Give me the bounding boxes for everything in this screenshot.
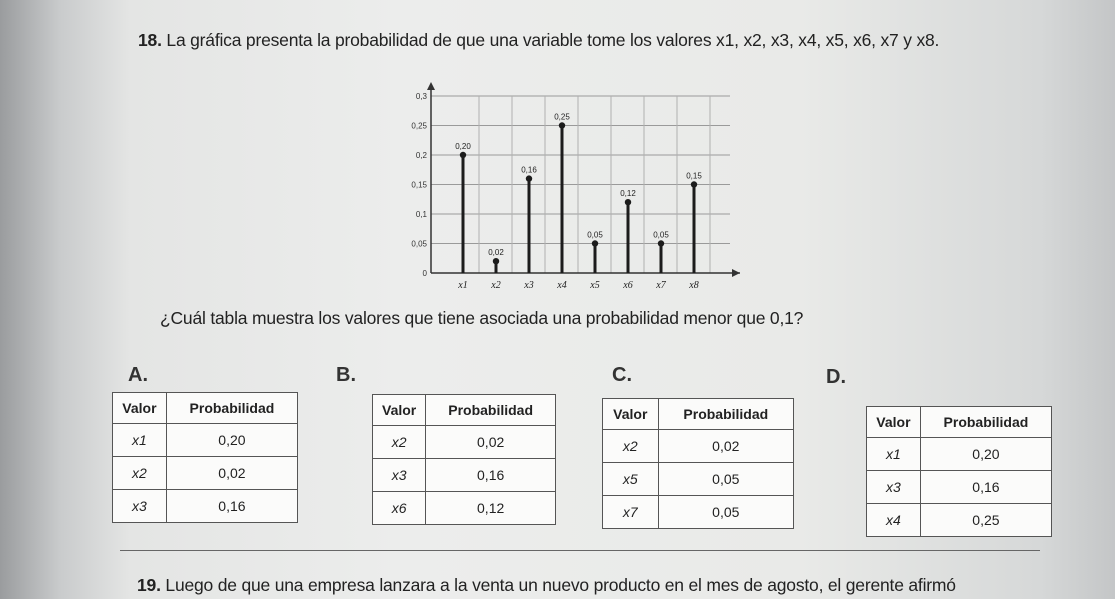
data-label: 0,20 xyxy=(455,142,471,151)
section-divider xyxy=(120,550,1040,551)
header-valor: Valor xyxy=(113,393,167,424)
cell-valor: x6 xyxy=(373,492,426,525)
y-tick-label: 0,05 xyxy=(411,239,427,249)
data-label: 0,02 xyxy=(488,248,504,258)
option-d-table[interactable] xyxy=(866,406,1052,537)
table-header-row xyxy=(373,395,556,426)
option-a-letter[interactable]: A. xyxy=(128,364,148,386)
question-19 xyxy=(137,575,956,596)
cell-probabilidad: 0,20 xyxy=(920,438,1051,471)
option-c-letter[interactable]: C. xyxy=(612,364,632,386)
data-label: 0,16 xyxy=(521,165,537,175)
data-point xyxy=(658,240,664,246)
table-row xyxy=(867,471,1052,504)
cell-valor: x4 xyxy=(867,504,921,537)
option-b-letter[interactable]: B. xyxy=(336,364,356,386)
data-label: 0,25 xyxy=(554,112,570,122)
header-valor: Valor xyxy=(603,399,659,430)
cell-valor: x7 xyxy=(603,496,659,529)
header-probabilidad: Probabilidad xyxy=(426,395,556,426)
cell-probabilidad: 0,12 xyxy=(426,492,556,525)
question-prompt: ¿Cuál tabla muestra los valores que tiene asociada una probabilidad menor que 0,1? xyxy=(160,308,804,328)
data-point xyxy=(592,240,598,246)
cell-probabilidad: 0,02 xyxy=(426,426,556,459)
probability-chart xyxy=(395,78,745,303)
table-row xyxy=(603,430,794,463)
question-19-number: 19. xyxy=(137,575,161,595)
cell-valor: x3 xyxy=(867,471,921,504)
cell-valor: x1 xyxy=(113,424,167,457)
table-row xyxy=(113,490,298,523)
cell-probabilidad: 0,20 xyxy=(166,424,297,457)
table-header-row xyxy=(113,393,298,424)
cell-probabilidad: 0,05 xyxy=(658,463,793,496)
x-tick-label: x4 xyxy=(557,280,567,291)
table-header-row xyxy=(867,407,1052,438)
y-tick-label: 0,15 xyxy=(411,180,427,190)
table-row xyxy=(603,463,794,496)
x-tick-label: x8 xyxy=(689,280,699,291)
y-tick-label: 0 xyxy=(422,269,427,278)
cell-probabilidad: 0,02 xyxy=(166,457,297,490)
cell-valor: x2 xyxy=(373,426,426,459)
header-valor: Valor xyxy=(373,395,426,426)
x-tick-label: x1 xyxy=(458,280,468,291)
header-probabilidad: Probabilidad xyxy=(658,399,793,430)
option-d-letter[interactable]: D. xyxy=(826,366,846,388)
table-row xyxy=(373,492,556,525)
data-point xyxy=(526,175,532,181)
data-point xyxy=(559,122,565,128)
question-18-text: La gráfica presenta la probabilidad de que una variable tome los valores x1, x2, x3, x4, x5, x6, x7 y x8. xyxy=(166,30,940,50)
question-18-number: 18. xyxy=(138,30,162,50)
cell-valor: x2 xyxy=(603,430,659,463)
x-axis-arrow xyxy=(732,269,740,277)
y-tick-label: 0,2 xyxy=(415,151,427,160)
data-label: 0,05 xyxy=(587,230,603,240)
table-row xyxy=(373,459,556,492)
cell-probabilidad: 0,25 xyxy=(920,504,1051,537)
data-label: 0,05 xyxy=(653,230,669,240)
data-point xyxy=(691,181,697,187)
table-row xyxy=(113,457,298,490)
y-tick-label: 0,25 xyxy=(411,121,427,131)
data-point xyxy=(625,199,631,205)
option-b-table[interactable] xyxy=(372,394,556,525)
table-header-row xyxy=(603,399,794,430)
option-c-table[interactable] xyxy=(602,398,794,529)
header-probabilidad: Probabilidad xyxy=(920,407,1051,438)
cell-probabilidad: 0,16 xyxy=(166,490,297,523)
cell-valor: x3 xyxy=(373,459,426,492)
data-label: 0,15 xyxy=(686,171,702,181)
x-tick-label: x6 xyxy=(623,280,633,291)
cell-probabilidad: 0,05 xyxy=(658,496,793,529)
cell-probabilidad: 0,16 xyxy=(426,459,556,492)
cell-probabilidad: 0,02 xyxy=(658,430,793,463)
cell-valor: x3 xyxy=(113,490,167,523)
table-row xyxy=(603,496,794,529)
y-tick-label: 0,1 xyxy=(415,210,427,219)
y-axis-arrow xyxy=(427,82,435,90)
y-tick-label: 0,3 xyxy=(415,92,427,101)
header-valor: Valor xyxy=(867,407,921,438)
table-row xyxy=(867,438,1052,471)
table-row xyxy=(373,426,556,459)
cell-valor: x1 xyxy=(867,438,921,471)
option-a-table[interactable] xyxy=(112,392,298,523)
data-point xyxy=(460,152,466,158)
question-18 xyxy=(138,30,939,51)
data-label: 0,12 xyxy=(620,189,636,199)
x-tick-label: x3 xyxy=(524,280,534,291)
table-row xyxy=(867,504,1052,537)
x-tick-label: x5 xyxy=(590,280,600,291)
x-tick-label: x7 xyxy=(656,280,666,291)
table-row xyxy=(113,424,298,457)
question-19-text: Luego de que una empresa lanzara a la venta un nuevo producto en el mes de agosto, el gerente afirmó xyxy=(165,575,956,595)
x-tick-label: x2 xyxy=(491,280,501,291)
cell-probabilidad: 0,16 xyxy=(920,471,1051,504)
cell-valor: x2 xyxy=(113,457,167,490)
header-probabilidad: Probabilidad xyxy=(166,393,297,424)
cell-valor: x5 xyxy=(603,463,659,496)
data-point xyxy=(493,258,499,264)
